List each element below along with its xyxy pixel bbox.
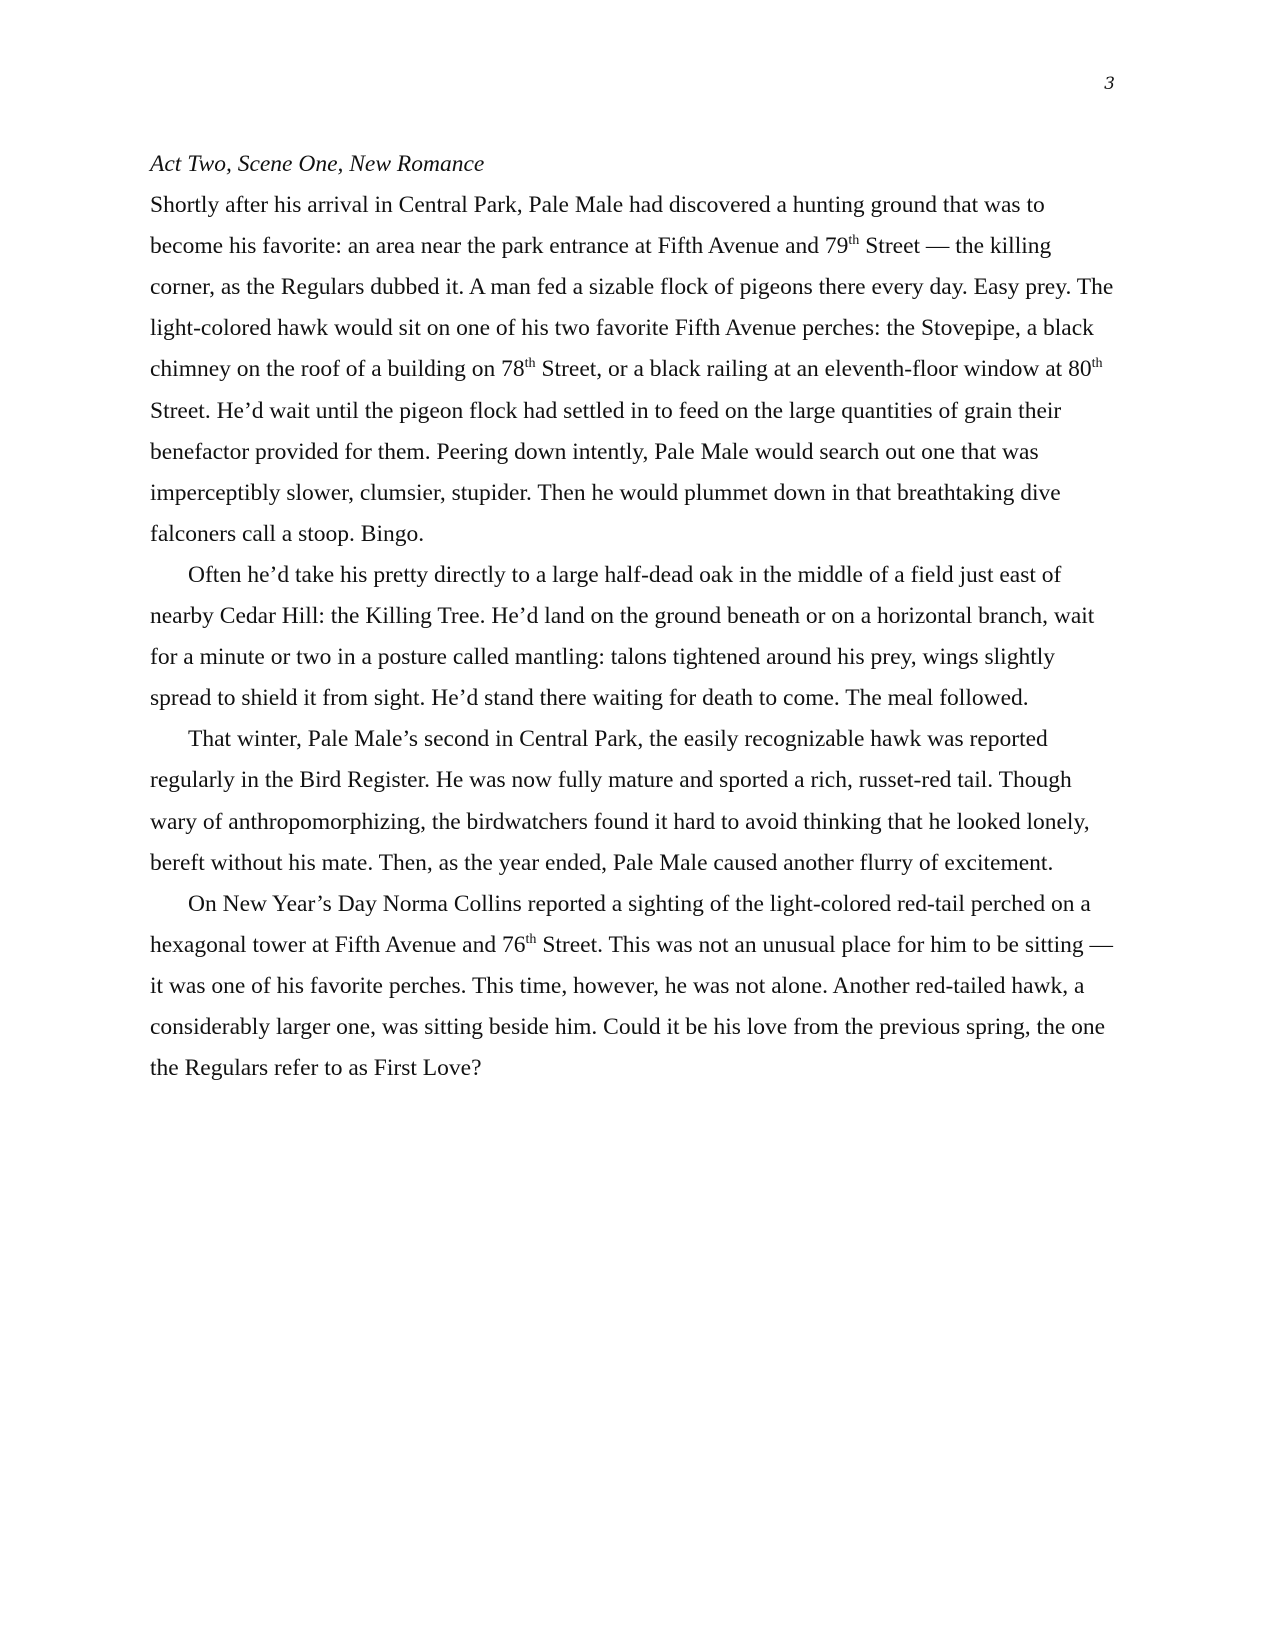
- text-run: Street — the killing corner, as the Regulars dubbed it. A man fed a sizable flock of pigeons there every day. Easy prey. The light-colored hawk would sit on one of his two favorite Fifth Avenue perches: the Stovepipe, a black chimney on the roof of a building on 78: [150, 233, 1114, 383]
- page-number: 3: [1104, 74, 1115, 94]
- section-heading: Act Two, Scene One, New Romance: [150, 151, 485, 177]
- ordinal-suffix: th: [524, 355, 536, 372]
- text-run: Street. He’d wait until the pigeon flock had settled in to feed on the large quantities of grain their benefactor provided for them. Peering down intently, Pale Male would search out one that was imperceptibly slower, clumsier, stupider. Then he would plummet down in that breathtaking dive falconers call a stoop. Bingo.: [150, 397, 1062, 547]
- document-body: [150, 144, 1118, 1089]
- text-run: Street. This was not an unusual place for him to be sitting — it was one of his favorite perches. This time, however, he was not alone. Another red-tailed hawk, a considerably larger one, was sitting beside him. Could it be his love from the previous spring, the one the Regulars refer to as First Love?: [150, 931, 1113, 1082]
- text-run: Often he’d take his pretty directly to a large half-dead oak in the middle of a field just east of nearby Cedar Hill: the Killing Tree. He’d land on the ground beneath or on a horizontal branch, wait for a minute or two in a posture called mantling: talons tightened around his prey, wings slightly spread to shield it from sight. He’d stand there waiting for death to come. The meal followed.: [150, 561, 1095, 712]
- text-run: That winter, Pale Male’s second in Central Park, the easily recognizable hawk was reported regularly in the Bird Register. He was now fully mature and sported a rich, russet-red tail. Though wary of anthropomorphizing, the birdwatchers found it hard to avoid thinking that he looked lonely, bereft without his mate. Then, as the year ended, Pale Male caused another flurry of excitement.: [150, 726, 1090, 876]
- text-run: Street, or a black railing at an eleventh-floor window at 80: [535, 356, 1092, 383]
- paragraph-2: [150, 555, 1118, 719]
- ordinal-suffix: th: [848, 232, 860, 249]
- ordinal-suffix: th: [525, 930, 537, 947]
- paragraph-3: [150, 719, 1118, 883]
- text-run: On New Year’s Day Norma Collins reported a sighting of the light-colored red-tail perched on a hexagonal tower at Fifth Avenue and 76: [150, 890, 1091, 958]
- paragraph-4: [150, 884, 1118, 1089]
- paragraph-1: [150, 185, 1118, 555]
- ordinal-suffix: th: [1091, 355, 1103, 372]
- text-run: Shortly after his arrival in Central Park, Pale Male had discovered a hunting ground that was to become his favorite: an area near the park entrance at Fifth Avenue and 79: [150, 192, 1045, 260]
